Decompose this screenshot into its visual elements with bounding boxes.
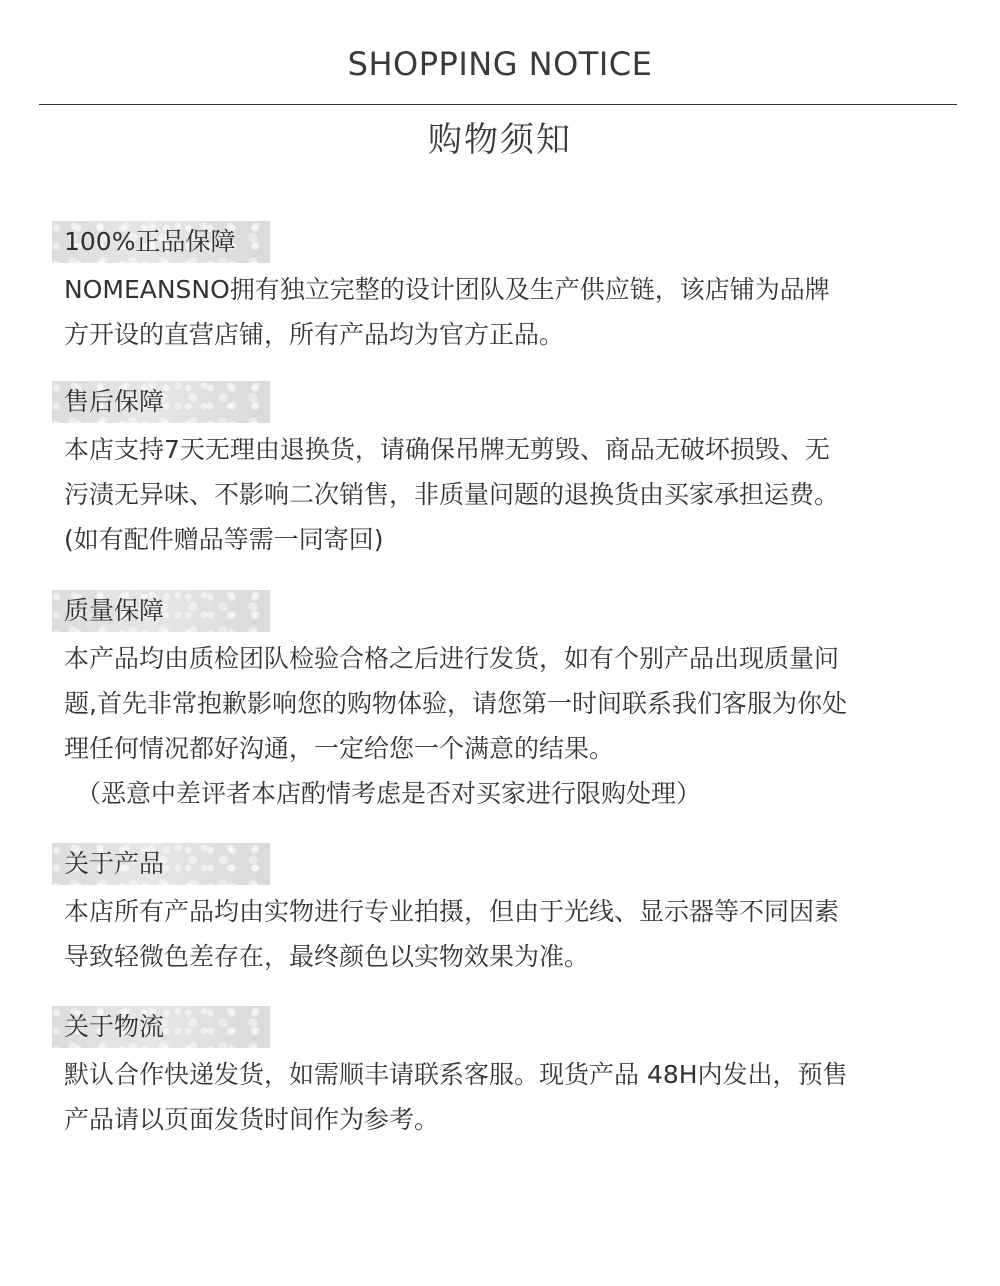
section-tag-label: 关于物流	[64, 1012, 165, 1041]
section-tag-label: 关于产品	[64, 849, 165, 878]
page-title-cn: 购物须知	[428, 120, 572, 160]
section-logistics	[52, 1006, 952, 1142]
section-tag	[52, 221, 270, 263]
header-divider	[39, 104, 957, 105]
body-line: （恶意中差评者本店酌情考虑是否对买家进行限购处理）	[76, 779, 702, 808]
section-body	[52, 636, 952, 816]
section-authenticity	[52, 221, 952, 357]
body-line: NOMEANSNO拥有独立完整的设计团队及生产供应链，该店铺为品牌	[64, 275, 830, 304]
section-tag	[52, 590, 270, 632]
section-about-products	[52, 843, 952, 979]
body-line: 导致轻微色差存在，最终颜色以实物效果为准。	[64, 942, 590, 971]
body-line: 方开设的直营店铺，所有产品均为官方正品。	[64, 320, 565, 349]
section-tag	[52, 1006, 270, 1048]
section-quality	[52, 590, 952, 816]
body-line: 本产品均由质检团队检验合格之后进行发货，如有个别产品出现质量问	[64, 644, 840, 673]
body-line: 产品请以页面发货时间作为参考。	[64, 1105, 440, 1134]
body-line: 本店所有产品均由实物进行专业拍摄，但由于光线、显示器等不同因素	[64, 897, 840, 926]
page-title-en: SHOPPING NOTICE	[347, 45, 653, 83]
section-body	[52, 889, 952, 979]
section-tag	[52, 843, 270, 885]
body-line: 本店支持7天无理由退换货，请确保吊牌无剪毁、商品无破坏损毁、无	[64, 435, 830, 464]
section-body	[52, 427, 952, 562]
body-line: (如有配件赠品等需一同寄回)	[64, 525, 384, 554]
section-tag-label: 售后保障	[64, 387, 165, 416]
section-tag-label: 100%正品保障	[64, 227, 236, 256]
section-body	[52, 1052, 952, 1142]
body-line: 污渍无异味、不影响二次销售，非质量问题的退换货由买家承担运费。	[64, 480, 840, 509]
body-line: 理任何情况都好沟通，一定给您一个满意的结果。	[64, 734, 615, 763]
body-line: 题,首先非常抱歉影响您的购物体验，请您第一时间联系我们客服为你处	[64, 689, 847, 718]
body-line: 默认合作快递发货，如需顺丰请联系客服。现货产品 48H内发出，预售	[64, 1060, 848, 1089]
section-after-sales	[52, 381, 952, 562]
section-body	[52, 267, 952, 357]
section-tag	[52, 381, 270, 423]
section-tag-label: 质量保障	[64, 596, 165, 625]
